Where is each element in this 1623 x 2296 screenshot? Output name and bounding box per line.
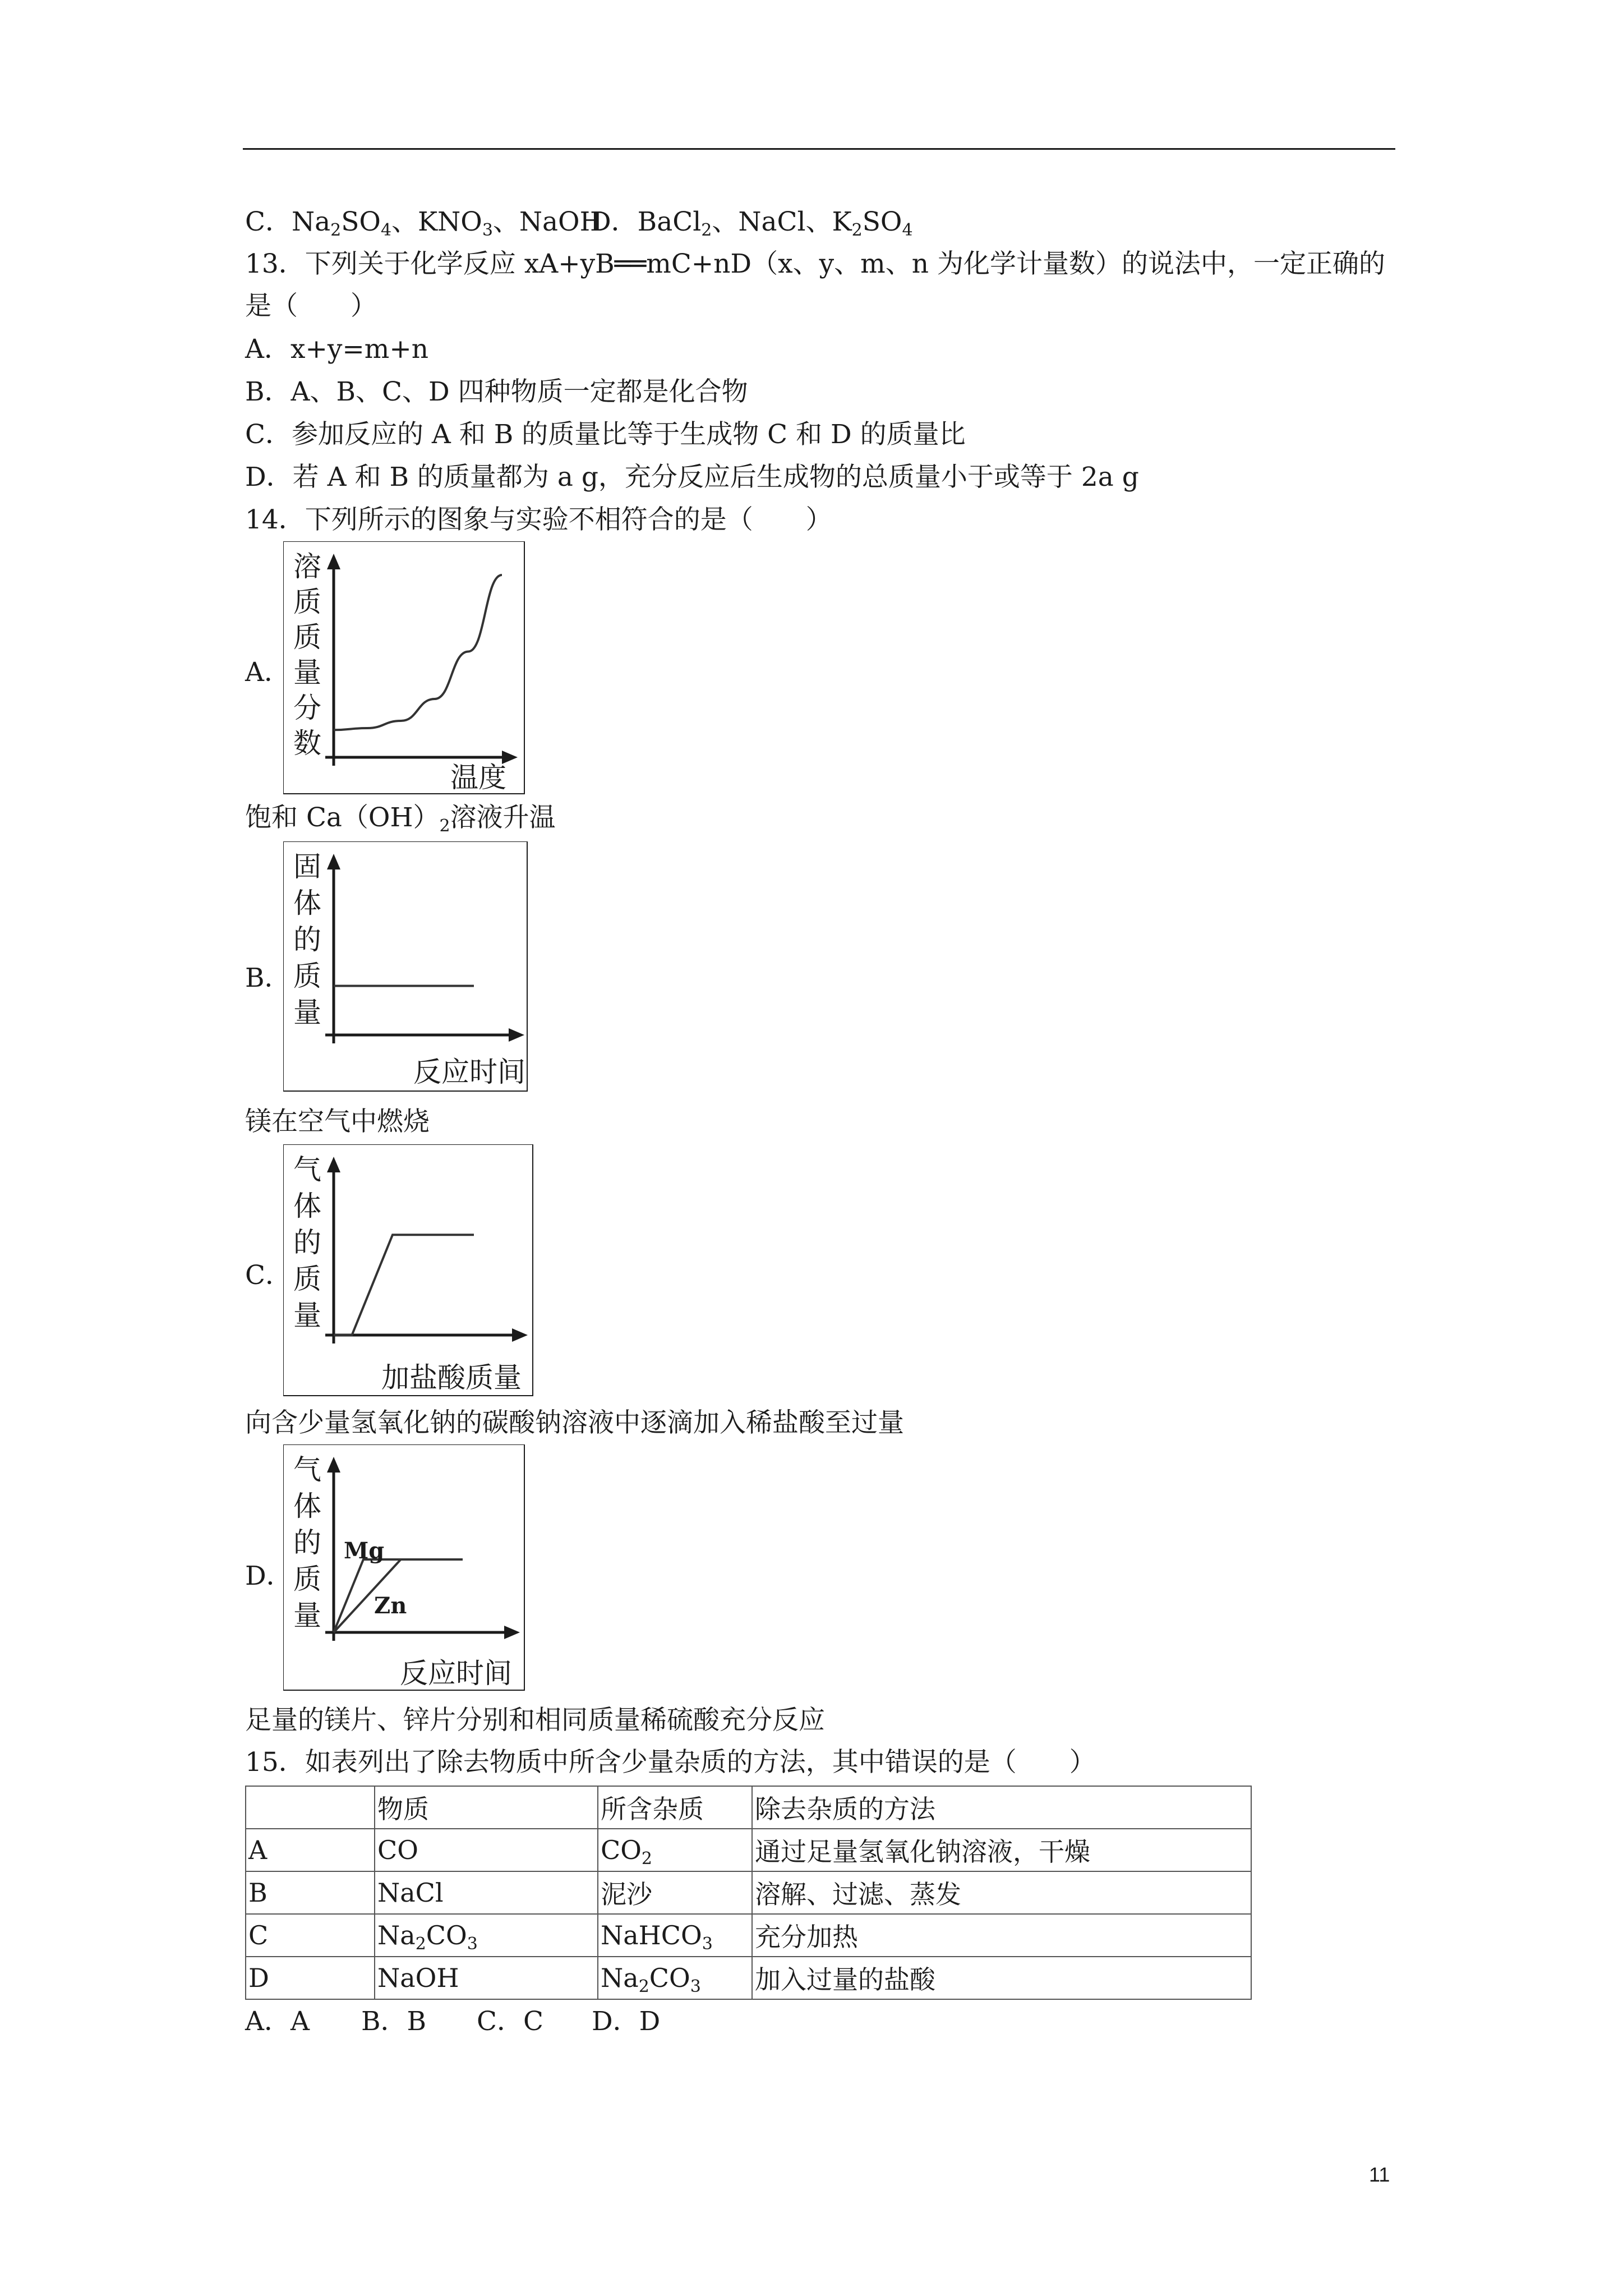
chart-b-y-label-char: 质 <box>293 960 321 992</box>
table-cell-substance: NaOH <box>375 1957 598 1999</box>
chart-a-y-arrow <box>327 554 340 569</box>
q13-option-c: C．参加反应的 A 和 B 的质量比等于生成物 C 和 D 的质量比 <box>245 419 966 450</box>
table-cell-substance: CO <box>375 1829 598 1871</box>
table-row <box>246 1871 1251 1914</box>
q15-table <box>245 1786 1252 2000</box>
chart-a-y-label-char: 质 <box>293 621 321 654</box>
table-cell-method: 加入过量的盐酸 <box>752 1957 1251 1999</box>
q15-stem: 15．如表列出了除去物质中所含少量杂质的方法，其中错误的是（ ） <box>245 1747 1096 1778</box>
q13-stem-line2: 是（ ） <box>245 291 377 321</box>
table-cell-impurity: $CO_2$ <box>598 1829 752 1871</box>
chart-c-y-label-char: 气 <box>293 1153 321 1186</box>
chart-d-y-arrow <box>327 1457 340 1473</box>
q14-stem: 14．下列所示的图象与实验不相符合的是（ ） <box>245 504 832 535</box>
q13-option-a: A．x+y=m+n <box>245 334 428 365</box>
q14-option-a-caption: 饱和 $Ca(OH)_2$溶液升温 <box>245 802 556 836</box>
chart-c-y-label-char: 量 <box>293 1299 321 1332</box>
chart-a-y-label-char: 数 <box>293 727 321 760</box>
chart-d-series-label-zn: Zn <box>374 1593 407 1619</box>
q14-option-c-caption: 向含少量氢氧化钠的碳酸钠溶液中逐滴加入稀盐酸至过量 <box>245 1407 904 1438</box>
chart-b-y-label-char: 体 <box>293 887 321 919</box>
chart-c-x-arrow <box>512 1328 528 1342</box>
q15-answer-b: B．B <box>361 2006 427 2037</box>
table-cell-impurity: NaHCO$_3$ <box>598 1914 752 1957</box>
chart-a-curve <box>334 575 502 730</box>
chart-a-y-label-char: 质 <box>293 586 321 618</box>
q15-answer-d: D．D <box>592 2006 661 2037</box>
chart-c-y-arrow <box>327 1157 340 1172</box>
chart-c-y-label-char: 体 <box>293 1190 321 1222</box>
chart-d-y-label-char: 量 <box>293 1599 321 1632</box>
table-header-cell: 除去杂质的方法 <box>752 1786 1251 1829</box>
chart-c-x-label: 加盐酸质量 <box>381 1361 522 1394</box>
chart-d-x-arrow <box>504 1626 520 1639</box>
chart-a-x-label: 温度 <box>450 761 506 794</box>
q14-option-b-letter: B． <box>245 963 291 993</box>
chart-d-y-label-char: 气 <box>293 1453 321 1486</box>
chart-c-y-label-char: 的 <box>293 1226 321 1259</box>
chart-d-y-label-char: 质 <box>293 1563 321 1595</box>
table-cell-method: 溶解、过滤、蒸发 <box>752 1871 1251 1914</box>
table-cell-method: 充分加热 <box>752 1914 1251 1957</box>
q15-answer-c: C．C <box>477 2006 543 2037</box>
table-header-cell: 物质 <box>375 1786 598 1829</box>
chart-a-y-label-char: 量 <box>293 656 321 689</box>
chart-b-x-arrow <box>509 1028 524 1042</box>
chart-d-y-label-char: 体 <box>293 1490 321 1522</box>
table-cell-label: C <box>246 1914 375 1957</box>
chart-b-y-label-char: 的 <box>293 923 321 956</box>
q14-chart-d <box>283 1444 530 1694</box>
table-cell-method: 通过足量氢氧化钠溶液，干燥 <box>752 1829 1251 1871</box>
chart-d-x-label: 反应时间 <box>400 1657 512 1690</box>
chart-c-y-label-char: 质 <box>293 1263 321 1295</box>
table-row <box>246 1957 1251 1999</box>
chart-b-x-label: 反应时间 <box>413 1056 525 1088</box>
table-cell-label: D <box>246 1957 375 1999</box>
q13-stem-line1: 13．下列关于化学反应 xA+yB══mC+nD（x、y、m、n 为化学计量数）的说法中，一定正确的 <box>245 249 1385 279</box>
q14-option-c-letter: C． <box>245 1260 292 1291</box>
q14-chart-b <box>283 841 533 1097</box>
table-cell-substance: $Na_2CO_3$ <box>375 1914 598 1957</box>
chart-c-line <box>334 1235 474 1335</box>
chart-b-y-label-char: 固 <box>293 850 321 883</box>
q14-option-d-caption: 足量的镁片、锌片分别和相同质量稀硫酸充分反应 <box>245 1705 825 1736</box>
chart-b-y-label-char: 量 <box>293 996 321 1029</box>
q14-chart-c <box>283 1144 538 1400</box>
q13-option-d: D．若 A 和 B 的质量都为 a g，充分反应后生成物的总质量小于或等于 2a g <box>245 462 1139 493</box>
table-cell-label: B <box>246 1871 375 1914</box>
q15-answer-a: A．A <box>245 2006 310 2037</box>
chart-a-y-label-char: 分 <box>293 692 321 724</box>
header-rule <box>243 148 1395 150</box>
q12-option-c: C．$Na_2SO_4$、$KNO_3$、NaOH <box>245 206 603 240</box>
chart-d-series-label-mg: Mg <box>344 1538 385 1564</box>
q14-chart-a <box>283 541 530 797</box>
q14-option-b-caption: 镁在空气中燃烧 <box>245 1106 430 1137</box>
page-number: 11 <box>1369 2163 1390 2186</box>
table-cell-substance: NaCl <box>375 1871 598 1914</box>
table-row <box>246 1829 1251 1871</box>
table-header-cell <box>246 1786 375 1829</box>
chart-d-y-label-char: 的 <box>293 1526 321 1559</box>
table-header-cell: 所含杂质 <box>598 1786 752 1829</box>
table-row <box>246 1914 1251 1957</box>
chart-b-y-arrow <box>327 854 340 869</box>
table-cell-impurity: $Na_2CO_3$ <box>598 1957 752 1999</box>
table-cell-impurity: 泥沙 <box>598 1871 752 1914</box>
table-header-row <box>246 1786 1251 1829</box>
q12-option-d: D．BaCl$_2$、NaCl、$K_2SO_4$ <box>590 206 913 240</box>
q14-option-a-letter: A． <box>245 657 291 688</box>
q13-option-b: B．A、B、C、D 四种物质一定都是化合物 <box>245 376 748 407</box>
table-cell-label: A <box>246 1829 375 1871</box>
chart-a-y-label-char: 溶 <box>293 550 321 583</box>
q14-option-d-letter: D． <box>245 1561 293 1591</box>
